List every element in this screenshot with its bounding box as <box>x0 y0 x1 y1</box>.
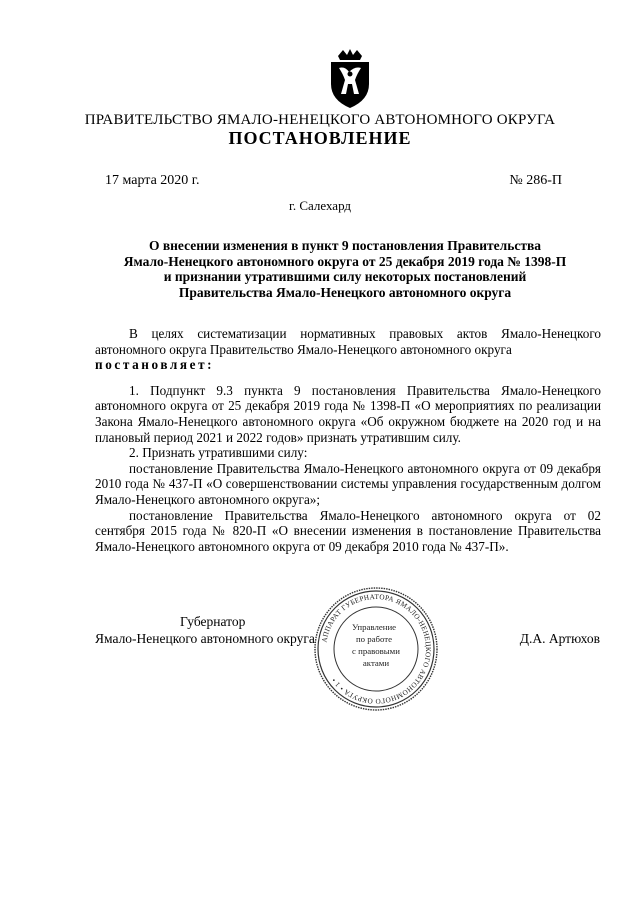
official-stamp <box>312 585 440 713</box>
item-1-paragraph: 1. Подпункт 9.3 пункта 9 постановления Правительства Ямало-Ненецкого автономного округа от 25 декабря 2019 года № 1398-П «О мероприятиях по реализации Закона Ямало-Ненецкого автономного округа «Об окружном бюджете на 2020 год и на плановый период 2021 и 2022 годов» признать утратившим силу. <box>95 382 601 445</box>
title-line: Правительства Ямало-Ненецкого автономного округа <box>178 284 512 300</box>
document-type-heading: ПОСТАНОВЛЕНИЕ <box>228 128 412 148</box>
document-title <box>95 238 595 300</box>
document-city: г. Салехард <box>288 198 352 213</box>
document-body <box>95 326 601 554</box>
government-heading: ПРАВИТЕЛЬСТВО ЯМАЛО-НЕНЕЦКОГО АВТОНОМНОГО ОКРУГА <box>84 112 556 128</box>
document-number: № 286-П <box>509 173 562 188</box>
coat-of-arms-emblem <box>325 48 375 110</box>
stamp-ring-text: АППАРАТ ГУБЕРНАТОРА ЯМАЛО-НЕНЕЦКОГО АВТОНОМНОГО ОКРУГА • 1 • <box>320 592 433 706</box>
stamp-center-line: с правовыми <box>352 646 400 656</box>
item-2b-paragraph: постановление Правительства Ямало-Ненецкого автономного округа от 02 сентября 2015 года № 820-П «О внесении изменения в постановление Правительства Ямало-Ненецкого автономного округа от 09 декабря 2010 года № 437-П». <box>95 507 601 554</box>
title-line: Ямало-Ненецкого автономного округа от 25 декабря 2019 года № 1398-П <box>123 253 567 269</box>
document-date: 17 марта 2020 г. <box>105 173 200 188</box>
intro-paragraph: В целях систематизации нормативных правовых актов Ямало-Ненецкого автономного округа Правительство Ямало-Ненецкого автономного округа <box>95 326 601 357</box>
signatory-name: Д.А. Артюхов <box>519 631 600 646</box>
decree-word: постановляет: <box>95 357 215 373</box>
item-2-paragraph: 2. Признать утратившими силу: <box>129 445 308 461</box>
stamp-center-line: Управление <box>351 622 397 632</box>
stamp-center-line: по работе <box>355 634 393 644</box>
title-line: О внесении изменения в пункт 9 постановления Правительства <box>148 238 542 253</box>
title-line: и признании утратившими силу некоторых постановлений <box>163 269 527 285</box>
signatory-position-line1: Губернатор <box>180 614 246 629</box>
item-2a-paragraph: постановление Правительства Ямало-Ненецкого автономного округа от 09 декабря 2010 года № 437-П «О совершенствовании системы управления государственным долгом Ямало-Ненецкого автономного округа»; <box>95 460 601 507</box>
stamp-center-line: актами <box>362 658 390 668</box>
signatory-position-line2: Ямало-Ненецкого автономного округа <box>95 631 315 646</box>
